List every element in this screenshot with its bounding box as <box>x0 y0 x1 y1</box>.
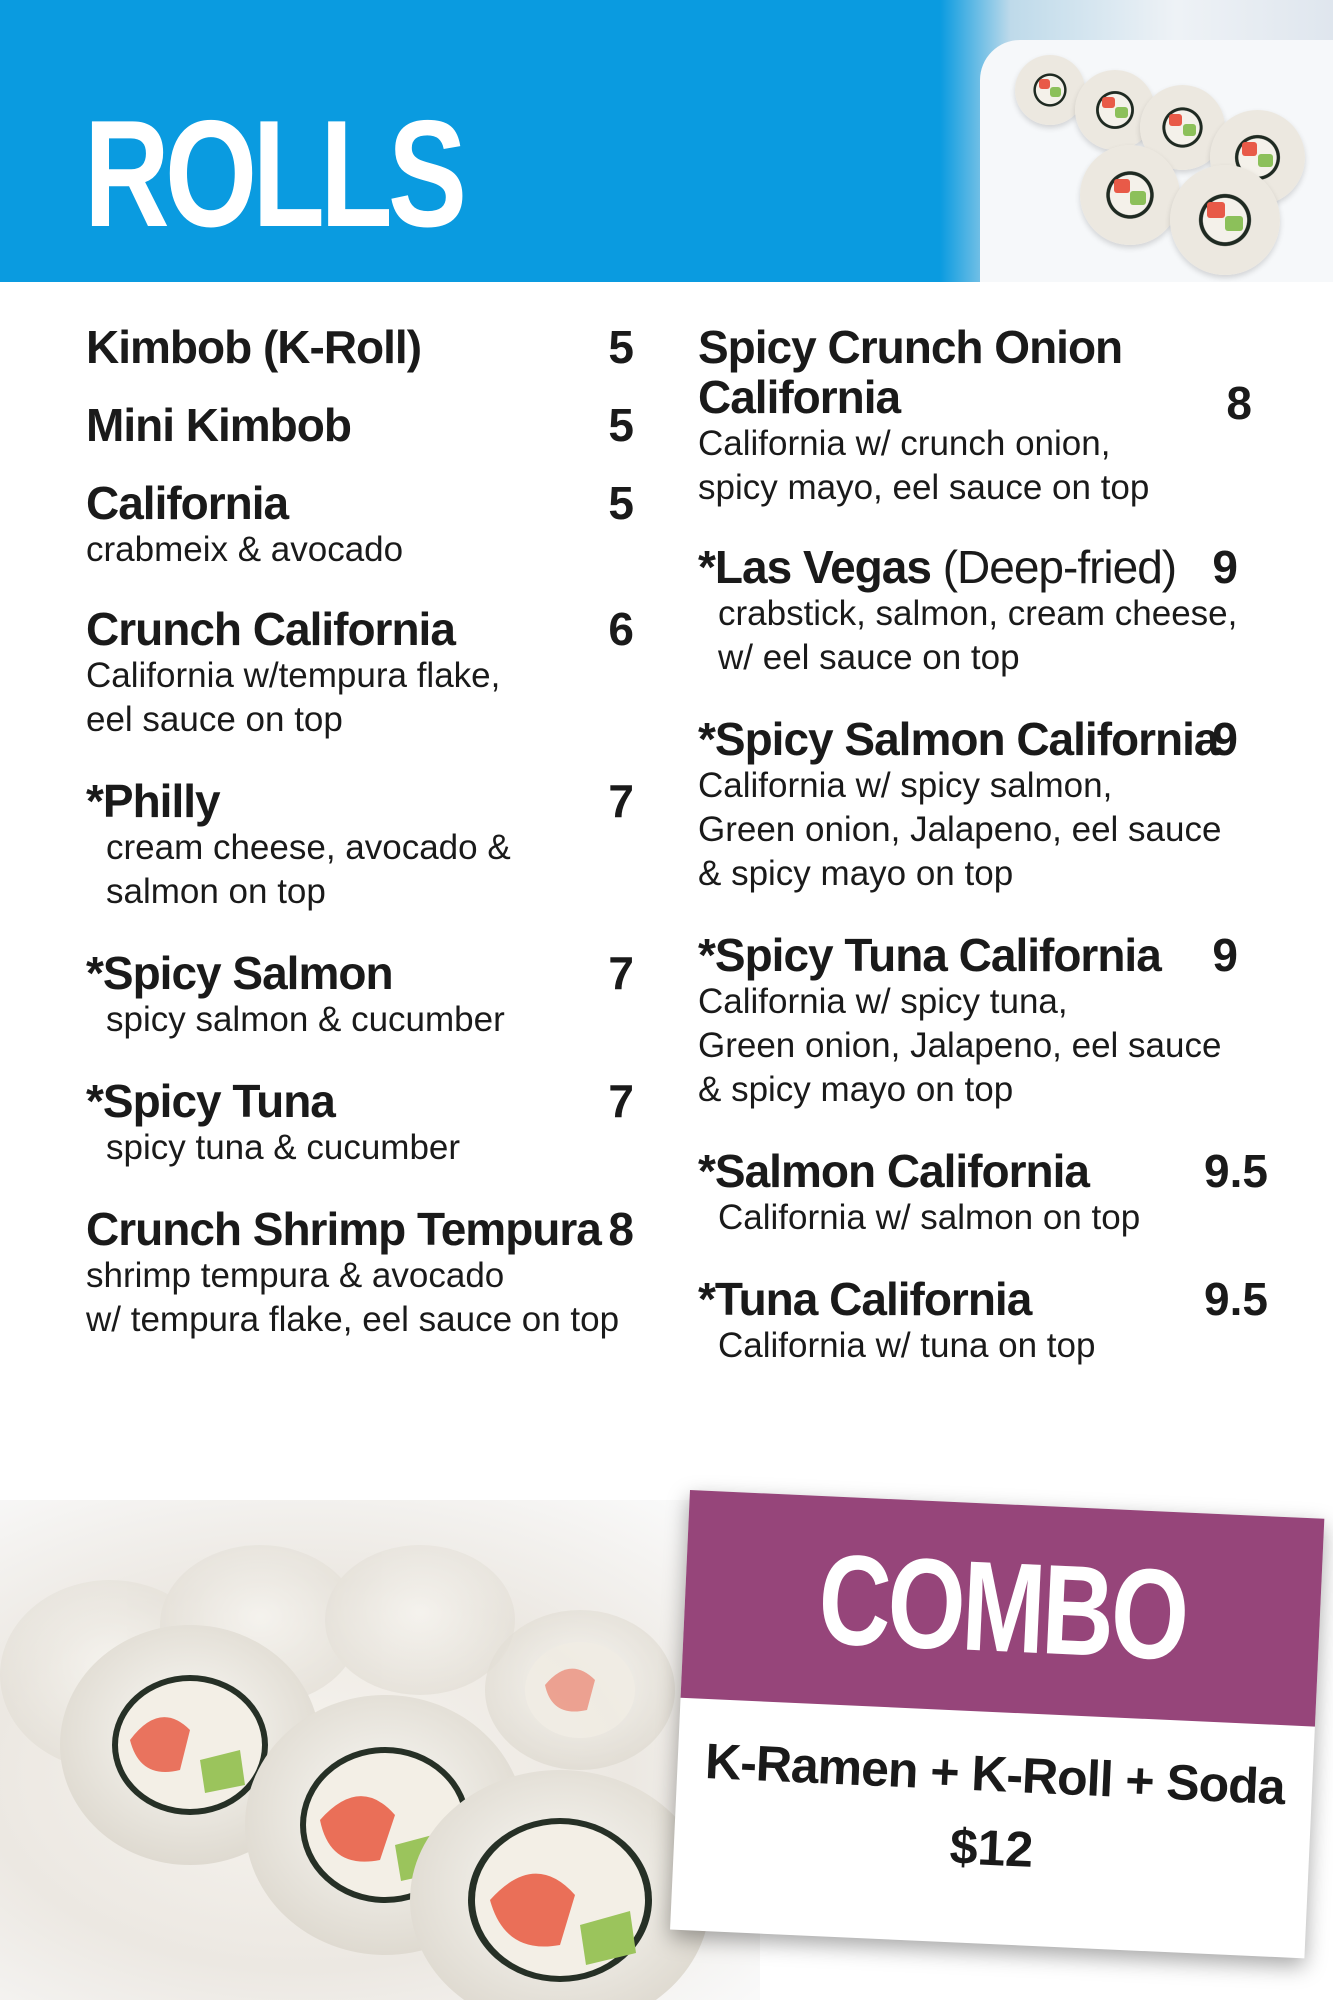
item-price: 7 <box>608 1075 634 1127</box>
menu-item <box>86 478 634 572</box>
item-description: California w/ spicy salmon, Green onion, Jalapeno, eel sauce & spicy mayo on top <box>698 766 1222 893</box>
item-price: 9.5 <box>1204 1145 1268 1197</box>
item-description: California w/ spicy tuna, Green onion, Jalapeno, eel sauce & spicy mayo on top <box>698 982 1222 1109</box>
combo-card <box>670 1490 1324 1958</box>
item-description: spicy salmon & cucumber <box>106 1000 505 1039</box>
item-name: *Spicy Salmon <box>86 947 393 999</box>
item-name: California <box>86 477 289 529</box>
item-description: spicy tuna & cucumber <box>106 1128 461 1167</box>
menu-item <box>86 400 634 450</box>
sushi-rolls-illustration <box>0 1500 760 2000</box>
menu-item <box>86 1076 634 1170</box>
item-name: *Spicy Tuna California <box>698 929 1161 981</box>
item-name: Spicy Crunch Onion California <box>698 321 1123 423</box>
item-price: 5 <box>608 477 634 529</box>
item-price: 7 <box>608 775 634 827</box>
item-price: 9.5 <box>1204 1273 1268 1325</box>
item-name: Crunch Shrimp Tempura <box>86 1203 601 1255</box>
item-name: Crunch California <box>86 603 455 655</box>
item-name: Kimbob (K-Roll) <box>86 321 422 373</box>
item-price: 9 <box>1212 541 1238 593</box>
combo-price: $12 <box>948 1818 1035 1878</box>
item-price: 5 <box>608 321 634 373</box>
menu-item <box>698 1146 1268 1240</box>
item-description: California w/ salmon on top <box>718 1198 1141 1237</box>
header-band <box>0 0 1333 282</box>
menu-item <box>698 930 1268 1112</box>
menu-item <box>86 948 634 1042</box>
menu-item <box>86 776 634 914</box>
page-title: ROLLS <box>84 89 463 259</box>
item-price: 9 <box>1212 713 1238 765</box>
menu-item <box>698 714 1268 896</box>
item-name: Mini Kimbob <box>86 399 351 451</box>
item-name <box>698 542 1268 592</box>
sushi-rolls-photo-top <box>940 0 1333 282</box>
menu-item <box>698 542 1268 680</box>
item-description: California w/tempura flake, eel sauce on top <box>86 656 501 739</box>
item-description: California w/ tuna on top <box>718 1326 1096 1365</box>
item-description: crabmeix & avocado <box>86 530 404 569</box>
item-description: crabstick, salmon, cream cheese, w/ eel sauce on top <box>718 594 1238 677</box>
combo-contents: K-Ramen + K-Roll + Soda <box>704 1733 1286 1816</box>
item-price: 8 <box>608 1203 634 1255</box>
menu-item <box>698 1274 1268 1368</box>
item-name: *Spicy Tuna <box>86 1075 335 1127</box>
item-name: *Philly <box>86 775 220 827</box>
item-price: 6 <box>608 603 634 655</box>
sushi-roll-icon <box>1080 145 1180 245</box>
item-price: 7 <box>608 947 634 999</box>
item-description: cream cheese, avocado & salmon on top <box>106 828 511 911</box>
menu-column-right <box>698 322 1268 1368</box>
combo-header <box>681 1490 1325 1727</box>
item-price: 5 <box>608 399 634 451</box>
item-name: *Spicy Salmon California <box>698 713 1219 765</box>
menu-column-left <box>86 322 634 1342</box>
item-name-note: (Deep-fried) <box>942 541 1177 593</box>
sushi-roll-icon <box>1170 165 1280 275</box>
item-description: California w/ crunch onion, spicy mayo, eel sauce on top <box>698 424 1150 507</box>
item-name: *Tuna California <box>698 1273 1032 1325</box>
menu-item <box>86 1204 634 1342</box>
item-name: *Salmon California <box>698 1145 1089 1197</box>
combo-body <box>673 1698 1315 1895</box>
combo-title: COMBO <box>815 1528 1190 1688</box>
menu-item <box>698 322 1268 510</box>
item-description: shrimp tempura & avocado w/ tempura flake, eel sauce on top <box>86 1256 620 1339</box>
item-price: 8 <box>1226 377 1252 429</box>
item-price: 9 <box>1212 929 1238 981</box>
sushi-rolls-photo-bottom <box>0 1500 760 2000</box>
menu-item <box>86 322 634 372</box>
menu-item <box>86 604 634 742</box>
item-name-main: *Las Vegas <box>698 541 931 593</box>
